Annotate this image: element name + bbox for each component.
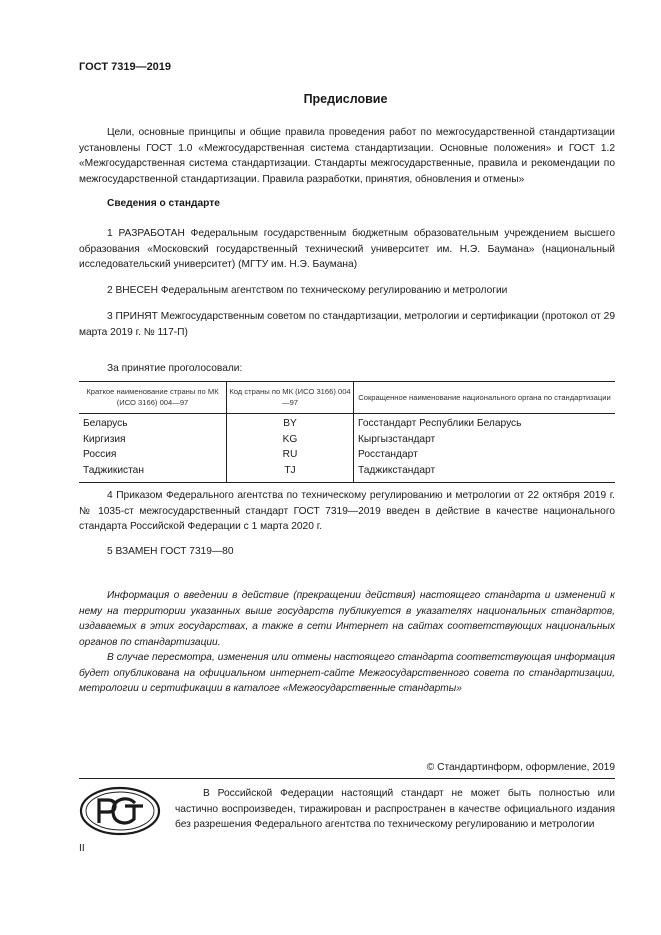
item-adopted-by: 3 ПРИНЯТ Межгосударственным советом по стандартизации, метрологии и сертификации (протокол от 29 марта 2019 г. № 117-П) — [79, 311, 615, 338]
table-row — [79, 463, 615, 483]
country-cell: Киргизия — [83, 433, 126, 445]
document-code: ГОСТ 7319—2019 — [79, 61, 172, 73]
about-standard-heading: Сведения о стандарте — [107, 198, 220, 209]
authority-cell: Таджикстандарт — [354, 463, 616, 483]
item-enactment-order: 4 Приказом Федерального агентства по техническому регулированию и метрологии от 22 октября 2019 г. № 1035-ст межгосударственный стандарт ГОСТ 7319—2019 введен в действие в качестве национального стандарта Российской Федерации с 1 марта 2020 г. — [79, 490, 615, 533]
info-note-paragraph: Информация о введении в действие (прекращении действия) настоящего стандарта и изменений к нему на территории указанных выше государств публикуется в указателях национальных стандартов, издаваемых в этих государствах, а также в сети Интернет на сайтах соответствующих национальных органов по стандартизации. — [79, 590, 615, 648]
copyright-line: © Стандартинформ, оформление, 2019 — [426, 762, 615, 773]
legal-notice-paragraph: В Российской Федерации настоящий стандарт не может быть полностью или частично воспроизведен, тиражирован и распространен в качестве официального издания без разрешения Федерального агентства по техническому регулированию и метрологии — [175, 788, 615, 831]
country-cell: Россия — [83, 449, 117, 460]
votes-caption: За принятие проголосовали: — [107, 363, 243, 374]
rst-certification-logo-icon — [79, 786, 161, 836]
table-row — [79, 447, 615, 463]
divider — [79, 778, 615, 779]
code-cell: TJ — [227, 463, 354, 483]
table-row — [79, 432, 615, 448]
authority-cell: Кыргызстандарт — [354, 432, 616, 448]
revision-note-paragraph: В случае пересмотра, изменения или отмены настоящего стандарта соответствующая информация будет опубликована на официальном интернет-сайте Межгосударственного совета по стандартизации, метрологии и сертификации в каталоге «Межгосударственные стандарты» — [79, 652, 615, 695]
country-cell: Беларусь — [83, 418, 128, 429]
column-header-code: Код страны по МК (ИСО 3166) 004—97 — [227, 382, 354, 414]
authority-cell: Госстандарт Республики Беларусь — [354, 414, 616, 432]
intro-paragraph: Цели, основные принципы и общие правила проведения работ по межгосударственной стандартизации установлены ГОСТ 1.0 «Межгосударственная система стандартизации. Основные положения» и ГОСТ 1.2 «Межгосударственная система стандартизации. Стандарты межгосударственные, правила и рекомендации по межгосударственной стандартизации. Правила разработки, принятия, обновления и отмены» — [79, 127, 615, 185]
code-cell: KG — [227, 432, 354, 448]
item-developed-by: 1 РАЗРАБОТАН Федеральным государственным бюджетным образовательным учреждением высшего образования «Московский государственный технический университет им. Н.Э. Баумана» (национальный исследовательский университет) (МГТУ им. Н.Э. Баумана) — [79, 228, 615, 271]
item-introduced-by: 2 ВНЕСЕН Федеральным агентством по техническому регулированию и метрологии — [107, 285, 508, 296]
column-header-country: Краткое наименование страны по МК (ИСО 3166) 004—97 — [79, 382, 227, 414]
code-cell: RU — [227, 447, 354, 463]
country-cell: Таджикистан — [79, 463, 227, 483]
page-title: Предисловие — [303, 92, 388, 106]
table-row — [79, 414, 615, 432]
authority-cell: Росстандарт — [354, 447, 616, 463]
code-cell: BY — [227, 414, 354, 432]
column-header-authority: Сокращенное наименование национального органа по стандартизации — [354, 382, 616, 414]
page-number: II — [79, 843, 85, 854]
votes-table-header-row — [79, 382, 615, 414]
item-replaces: 5 ВЗАМЕН ГОСТ 7319—80 — [107, 546, 234, 557]
votes-table — [79, 381, 615, 483]
